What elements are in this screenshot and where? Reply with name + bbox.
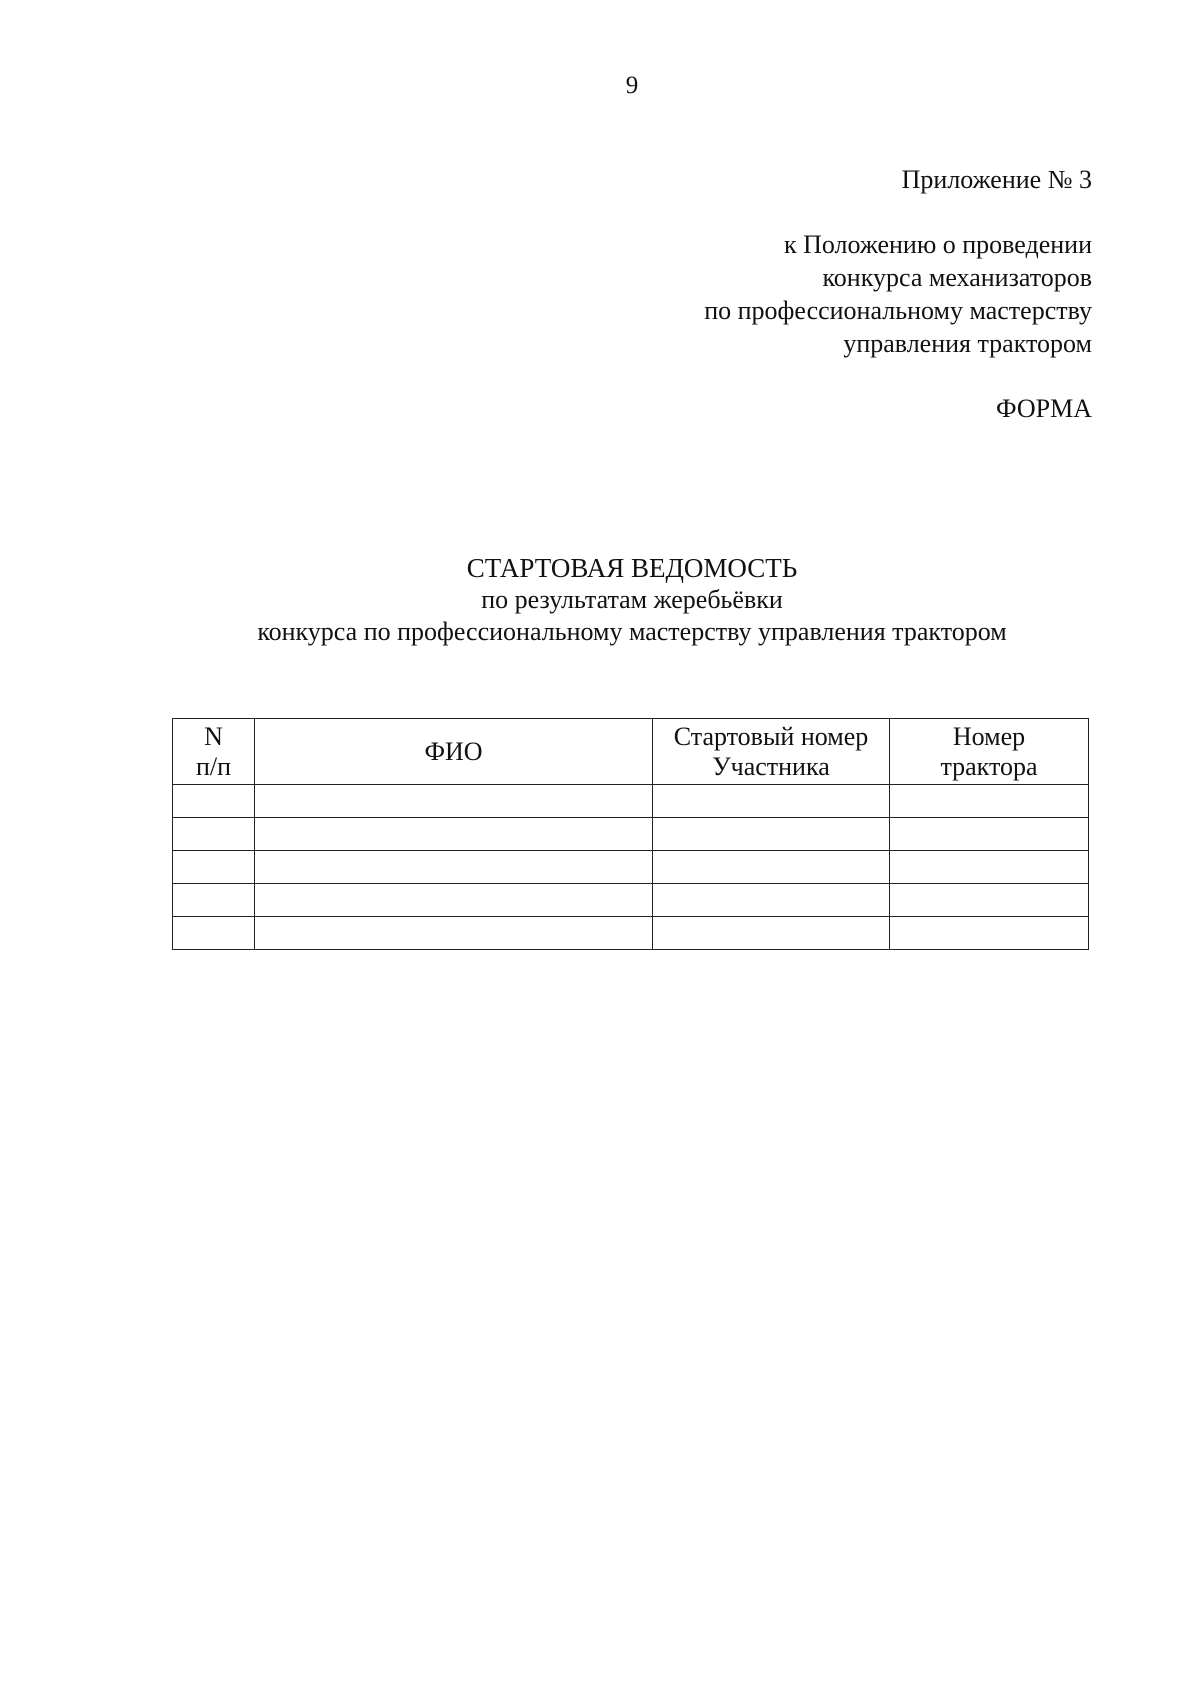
cell-tractor-number bbox=[890, 917, 1089, 950]
cell-tractor-number bbox=[890, 785, 1089, 818]
cell-start-number bbox=[653, 917, 890, 950]
page-number: 9 bbox=[625, 72, 639, 99]
header-number-line: п/п bbox=[195, 751, 232, 781]
cell-number bbox=[173, 884, 255, 917]
header-tractor-number bbox=[890, 719, 1089, 785]
cell-full-name bbox=[255, 785, 653, 818]
cell-full-name bbox=[255, 884, 653, 917]
form-label: ФОРМА bbox=[996, 394, 1092, 423]
cell-tractor-number bbox=[890, 818, 1089, 851]
cell-tractor-number bbox=[890, 851, 1089, 884]
appendix-reference-line: конкурса механизаторов bbox=[822, 263, 1092, 292]
cell-number bbox=[173, 851, 255, 884]
document-heading bbox=[0, 552, 1200, 648]
appendix-reference-line: по профессиональному мастерству bbox=[704, 296, 1092, 325]
cell-tractor-number bbox=[890, 884, 1089, 917]
header-full-name bbox=[255, 719, 653, 785]
table-row bbox=[173, 917, 1089, 950]
cell-number bbox=[173, 818, 255, 851]
document-subtitle-line: конкурса по профессиональному мастерству управления трактором bbox=[257, 617, 1007, 646]
header-full-name-line: ФИО bbox=[424, 736, 483, 766]
appendix-reference-line: к Положению о проведении bbox=[783, 230, 1092, 259]
cell-number bbox=[173, 917, 255, 950]
cell-start-number bbox=[653, 884, 890, 917]
cell-number bbox=[173, 785, 255, 818]
cell-full-name bbox=[255, 917, 653, 950]
cell-full-name bbox=[255, 818, 653, 851]
table-header-row bbox=[173, 719, 1089, 785]
header-tractor-number-line: Номер bbox=[952, 721, 1026, 751]
document-title: СТАРТОВАЯ ВЕДОМОСТЬ bbox=[466, 553, 798, 583]
appendix-reference bbox=[704, 228, 1092, 360]
header-start-number-line: Участника bbox=[712, 751, 830, 781]
start-list-table bbox=[172, 718, 1089, 950]
document-subtitle-line: по результатам жеребьёвки bbox=[481, 585, 783, 614]
header-number bbox=[173, 719, 255, 785]
appendix-title: Приложение № 3 bbox=[901, 165, 1092, 194]
header-tractor-number-line: трактора bbox=[940, 751, 1038, 781]
table-row bbox=[173, 785, 1089, 818]
cell-start-number bbox=[653, 785, 890, 818]
header-start-number bbox=[653, 719, 890, 785]
cell-start-number bbox=[653, 818, 890, 851]
table-row bbox=[173, 851, 1089, 884]
header-start-number-line: Стартовый номер bbox=[673, 721, 869, 751]
cell-start-number bbox=[653, 851, 890, 884]
table-row bbox=[173, 818, 1089, 851]
appendix-reference-line: управления трактором bbox=[843, 329, 1092, 358]
table-row bbox=[173, 884, 1089, 917]
header-number-line: N bbox=[204, 721, 223, 751]
cell-full-name bbox=[255, 851, 653, 884]
